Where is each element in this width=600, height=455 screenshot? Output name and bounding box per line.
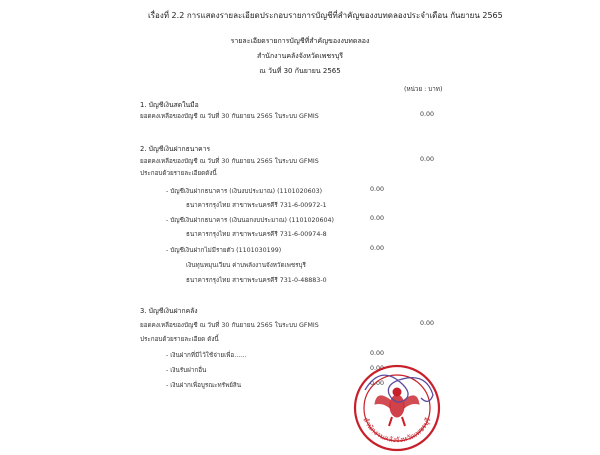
- list-item-sub: ธนาคารกรุงไทย สาขาพระนครคีรี 731-6-00974-8: [186, 231, 327, 238]
- unit-label: (หน่วย : บาท): [404, 86, 443, 93]
- list-item: - เงินรับฝากอื่น: [166, 367, 207, 374]
- list-item-value: 0.00: [370, 350, 385, 357]
- list-item-sub: เงินทุนหมุนเวียน ค่าบพลังงานจังหวัดเพชรบุรี: [186, 262, 306, 269]
- report-title-line1: รายละเอียดรายการบัญชีที่สำคัญของงบทดลอง: [230, 37, 370, 45]
- list-item-value: 0.00: [370, 186, 385, 193]
- report-title-line2: สำนักงานคลังจังหวัดเพชรบุรี: [256, 52, 344, 60]
- list-item-sub: ธนาคารกรุงไทย สาขาพระนครคีรี 731-6-00972-1: [186, 202, 327, 209]
- section-line: ประกอบด้วยรายละเอียด ดังนี้: [140, 336, 219, 343]
- report-title-line3: ณ วันที่ 30 กันยายน 2565: [259, 67, 341, 75]
- list-item-sub: ธนาคารกรุงไทย สาขาพระนครคีรี 731-0-48883-0: [186, 277, 327, 284]
- section-value: 0.00: [420, 320, 435, 327]
- official-seal: [345, 360, 445, 455]
- section-line: ประกอบด้วยรายละเอียดดังนี้: [140, 170, 217, 177]
- list-item-value: 0.00: [370, 215, 385, 222]
- list-item: - บัญชีเงินฝากธนาคาร (เงินนอกงบประมาณ) (1101020604): [166, 217, 334, 224]
- section-value: 0.00: [420, 111, 435, 118]
- list-item: - บัญชีเงินฝากธนาคาร (เงินงบประมาณ) (1101020603): [166, 188, 323, 195]
- list-item: - บัญชีเงินฝากไม่มีรายตัว (1101030199): [166, 247, 282, 254]
- document-header: เรื่องที่ 2.2 การแสดงรายละเอียดประกอบรายการบัญชีที่สำคัญของงบทดลองประจำเดือน กันยายน 2565: [148, 11, 503, 20]
- list-item: - เงินฝากเพื่อบูรณะทรัพย์สิน: [166, 382, 242, 389]
- list-item: - เงินฝากที่มีไว้ใช้จ่ายเพื่อ......: [166, 352, 247, 359]
- list-item-value: 0.00: [370, 365, 385, 372]
- section-title-bank-deposit: 2. บัญชีเงินฝากธนาคาร: [140, 145, 211, 153]
- section-line: ยอดคงเหลือของบัญชี ณ วันที่ 30 กันยายน 2565 ในระบบ GFMIS: [140, 158, 319, 165]
- section-title-treasury-deposit: 3. บัญชีเงินฝากคลัง: [140, 307, 198, 315]
- list-item-value: 0.00: [370, 380, 385, 387]
- section-line: ยอดคงเหลือของบัญชี ณ วันที่ 30 กันยายน 2565 ในระบบ GFMIS: [140, 322, 319, 329]
- seal-text: สำนักงานคลังจังหวัดเพชรบุรี: [361, 416, 433, 445]
- section-value: 0.00: [420, 156, 435, 163]
- list-item-value: 0.00: [370, 245, 385, 252]
- section-title-cash: 1. บัญชีเงินสดในมือ: [140, 101, 199, 109]
- garuda-emblem-icon: [375, 388, 419, 426]
- section-line: ยอดคงเหลือของบัญชี ณ วันที่ 30 กันยายน 2565 ในระบบ GFMIS: [140, 113, 319, 120]
